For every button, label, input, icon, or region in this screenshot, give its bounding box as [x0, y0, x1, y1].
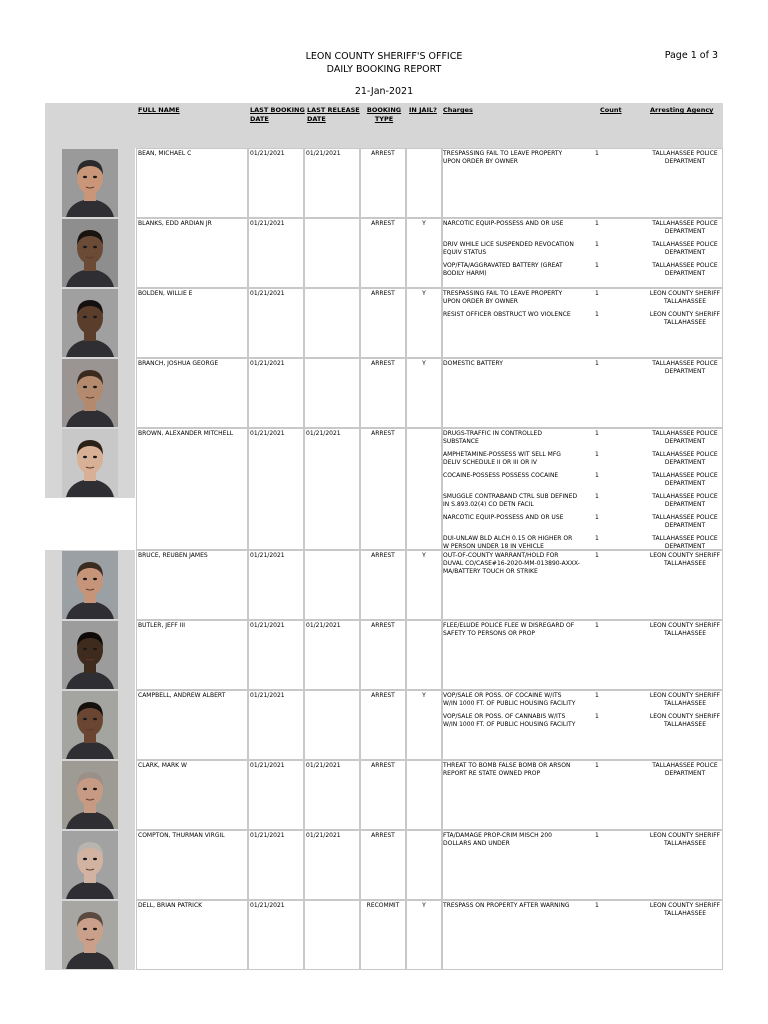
- arresting-agency: LEON COUNTY SHERIFF: [649, 832, 721, 839]
- charge-line: BODILY HARM): [443, 270, 487, 277]
- cell-rel: [304, 148, 360, 218]
- charge-line: FLEE/ELUDE POLICE FLEE W DISREGARD OF: [443, 622, 575, 629]
- arresting-agency: TALLAHASSEE POLICE: [652, 262, 718, 269]
- cell-rel: [304, 690, 360, 760]
- report-date: 21-Jan-2021: [354, 86, 414, 97]
- charge-count: 1: [595, 902, 599, 909]
- booking-type: ARREST: [371, 622, 395, 629]
- charge-line: NARCOTIC EQUIP-POSSESS AND OR USE: [443, 220, 564, 227]
- last-booking-date: 01/21/2021: [250, 430, 285, 437]
- last-booking-date: 01/21/2021: [250, 902, 285, 909]
- cell-jail: [406, 358, 442, 428]
- col-count: Count: [600, 106, 622, 114]
- cell-rel: [304, 428, 360, 550]
- in-jail: Y: [422, 902, 426, 909]
- booking-type: ARREST: [371, 220, 395, 227]
- cell-chg: [442, 428, 723, 550]
- cell-type: [360, 148, 406, 218]
- last-booking-date: 01/21/2021: [250, 832, 285, 839]
- charge-line: OUT-OF-COUNTY WARRANT/HOLD FOR: [443, 552, 559, 559]
- cell-rel: [304, 550, 360, 620]
- charge-line: NARCOTIC EQUIP-POSSESS AND OR USE: [443, 514, 564, 521]
- charge-count: 1: [595, 430, 599, 437]
- cell-book: [248, 218, 304, 288]
- last-booking-date: 01/21/2021: [250, 360, 285, 367]
- in-jail: Y: [422, 360, 426, 367]
- cell-rel: [304, 760, 360, 830]
- charge-line: DRUGS-TRAFFIC IN CONTROLLED: [443, 430, 542, 437]
- arresting-agency: DEPARTMENT: [664, 770, 706, 777]
- cell-name: [136, 830, 248, 900]
- charge-count: 1: [595, 290, 599, 297]
- charge-line: RESIST OFFICER OBSTRUCT WO VIOLENCE: [443, 311, 571, 318]
- booking-type: RECOMMIT: [366, 902, 400, 909]
- full-name: BUTLER, JEFF III: [138, 622, 185, 629]
- cell-jail: [406, 428, 442, 550]
- booking-photo: [62, 551, 118, 619]
- arresting-agency: LEON COUNTY SHERIFF: [649, 713, 721, 720]
- cell-type: [360, 358, 406, 428]
- cell-jail: [406, 830, 442, 900]
- table-row: [45, 620, 723, 690]
- cell-book: [248, 550, 304, 620]
- cell-rel: [304, 218, 360, 288]
- cell-name: [136, 760, 248, 830]
- arresting-agency: LEON COUNTY SHERIFF: [649, 622, 721, 629]
- charge-count: 1: [595, 262, 599, 269]
- charge-line: UPON ORDER BY OWNER: [443, 298, 518, 305]
- cell-jail: [406, 620, 442, 690]
- booking-type: ARREST: [371, 150, 395, 157]
- full-name: CLARK, MARK W: [138, 762, 187, 769]
- arresting-agency: LEON COUNTY SHERIFF: [649, 902, 721, 909]
- arresting-agency: TALLAHASSEE: [663, 560, 707, 567]
- cell-book: [248, 148, 304, 218]
- arresting-agency: DEPARTMENT: [664, 228, 706, 235]
- charge-count: 1: [595, 493, 599, 500]
- full-name: BROWN, ALEXANDER MITCHELL: [138, 430, 234, 437]
- arresting-agency: TALLAHASSEE POLICE: [652, 535, 718, 542]
- charge-count: 1: [595, 535, 599, 542]
- charge-line: DOLLARS AND UNDER: [443, 840, 510, 847]
- full-name: BOLDEN, WILLIE E: [138, 290, 193, 297]
- charge-count: 1: [595, 552, 599, 559]
- charge-line: FTA/DAMAGE PROP-CRIM MISCH 200: [443, 832, 553, 839]
- last-booking-date: 01/21/2021: [250, 692, 285, 699]
- last-booking-date: 01/21/2021: [250, 290, 285, 297]
- cell-rel: [304, 830, 360, 900]
- cell-book: [248, 428, 304, 550]
- cell-jail: [406, 288, 442, 358]
- cell-type: [360, 900, 406, 970]
- charge-line: SUBSTANCE: [443, 438, 479, 445]
- arresting-agency: TALLAHASSEE POLICE: [652, 514, 718, 521]
- cell-book: [248, 900, 304, 970]
- col-in-jail: IN JAIL?: [409, 106, 437, 114]
- booking-type: ARREST: [371, 360, 395, 367]
- arresting-agency: TALLAHASSEE POLICE: [652, 150, 718, 157]
- last-release-date: 01/21/2021: [306, 430, 341, 437]
- table-row: [45, 288, 723, 358]
- charge-count: 1: [595, 713, 599, 720]
- arresting-agency: TALLAHASSEE POLICE: [652, 430, 718, 437]
- last-booking-date: 01/21/2021: [250, 552, 285, 559]
- full-name: BRUCE, REUBEN JAMES: [138, 552, 208, 559]
- arresting-agency: DEPARTMENT: [664, 368, 706, 375]
- charge-count: 1: [595, 150, 599, 157]
- cell-type: [360, 288, 406, 358]
- col-arresting-agency: Arresting Agency: [650, 106, 714, 114]
- last-booking-date: 01/21/2021: [250, 150, 285, 157]
- charge-line: DOMESTIC BATTERY: [443, 360, 503, 367]
- cell-jail: [406, 550, 442, 620]
- last-booking-date: 01/21/2021: [250, 220, 285, 227]
- table-row: [45, 550, 723, 620]
- last-release-date: 01/21/2021: [306, 622, 341, 629]
- cell-type: [360, 428, 406, 550]
- cell-jail: [406, 148, 442, 218]
- table-row: [45, 148, 723, 218]
- arresting-agency: TALLAHASSEE: [663, 910, 707, 917]
- arresting-agency: DEPARTMENT: [664, 270, 706, 277]
- booking-type: ARREST: [371, 692, 395, 699]
- charge-line: AMPHETAMINE-POSSESS WIT SELL MFG: [443, 451, 561, 458]
- booking-photo: [62, 761, 118, 829]
- charge-count: 1: [595, 360, 599, 367]
- arresting-agency: TALLAHASSEE: [663, 630, 707, 637]
- col-booking-type: BOOKING TYPE: [366, 106, 402, 123]
- cell-rel: [304, 900, 360, 970]
- booking-photo: [62, 219, 118, 287]
- arresting-agency: TALLAHASSEE POLICE: [652, 360, 718, 367]
- last-release-date: 01/21/2021: [306, 762, 341, 769]
- charge-line: IN S.893.02(4) CO DETN FACIL: [443, 501, 534, 508]
- cell-book: [248, 620, 304, 690]
- cell-jail: [406, 690, 442, 760]
- charge-line: VOP/SALE OR POSS. OF CANNABIS W/ITS: [443, 713, 566, 720]
- charge-count: 1: [595, 472, 599, 479]
- arresting-agency: TALLAHASSEE: [663, 319, 707, 326]
- cell-type: [360, 760, 406, 830]
- last-booking-date: 01/21/2021: [250, 622, 285, 629]
- cell-jail: [406, 900, 442, 970]
- booking-photo: [62, 359, 118, 427]
- charge-line: COCAINE-POSSESS POSSESS COCAINE: [443, 472, 559, 479]
- arresting-agency: LEON COUNTY SHERIFF: [649, 290, 721, 297]
- charge-count: 1: [595, 832, 599, 839]
- page-number: Page 1 of 3: [664, 50, 718, 61]
- in-jail: Y: [422, 552, 426, 559]
- booking-table: [45, 103, 723, 970]
- cell-type: [360, 218, 406, 288]
- cell-name: [136, 358, 248, 428]
- cell-type: [360, 690, 406, 760]
- arresting-agency: TALLAHASSEE POLICE: [652, 472, 718, 479]
- last-booking-date: 01/21/2021: [250, 762, 285, 769]
- last-release-date: 01/21/2021: [306, 150, 341, 157]
- booking-photo: [62, 429, 118, 497]
- booking-photo: [62, 621, 118, 689]
- charge-count: 1: [595, 622, 599, 629]
- arresting-agency: TALLAHASSEE: [663, 721, 707, 728]
- cell-jail: [406, 760, 442, 830]
- arresting-agency: TALLAHASSEE: [663, 298, 707, 305]
- in-jail: Y: [422, 220, 426, 227]
- arresting-agency: TALLAHASSEE: [663, 700, 707, 707]
- charge-line: TRESPASSING FAIL TO LEAVE PROPERTY: [443, 290, 563, 297]
- cell-name: [136, 550, 248, 620]
- booking-type: ARREST: [371, 832, 395, 839]
- charge-count: 1: [595, 220, 599, 227]
- table-row: [45, 760, 723, 830]
- cell-name: [136, 690, 248, 760]
- charge-line: MA/BATTERY TOUCH OR STRIKE: [443, 568, 538, 575]
- cell-name: [136, 900, 248, 970]
- cell-book: [248, 760, 304, 830]
- arresting-agency: TALLAHASSEE POLICE: [652, 493, 718, 500]
- charge-line: DUVAL CO/CASE#16-2020-MM-013890-AXXX-: [443, 560, 580, 567]
- booking-type: ARREST: [371, 762, 395, 769]
- charge-line: EQUIV STATUS: [443, 249, 487, 256]
- arresting-agency: DEPARTMENT: [664, 543, 706, 550]
- charge-line: UPON ORDER BY OWNER: [443, 158, 518, 165]
- full-name: DELL, BRIAN PATRICK: [138, 902, 203, 909]
- full-name: COMPTON, THURMAN VIRGIL: [138, 832, 225, 839]
- cell-type: [360, 550, 406, 620]
- charge-line: SMUGGLE CONTRABAND CTRL SUB DEFINED: [443, 493, 578, 500]
- charge-line: W/IN 1000 FT. OF PUBLIC HOUSING FACILITY: [443, 700, 576, 707]
- full-name: BLANKS, EDD ARDIAN JR: [138, 220, 212, 227]
- charge-line: TRESPASS ON PROPERTY AFTER WARNING: [443, 902, 570, 909]
- charge-line: DELIV SCHEDULE II OR III OR IV: [443, 459, 538, 466]
- charge-count: 1: [595, 241, 599, 248]
- in-jail: Y: [422, 692, 426, 699]
- full-name: BRANCH, JOSHUA GEORGE: [138, 360, 219, 367]
- booking-type: ARREST: [371, 430, 395, 437]
- arresting-agency: LEON COUNTY SHERIFF: [649, 692, 721, 699]
- arresting-agency: LEON COUNTY SHERIFF: [649, 311, 721, 318]
- booking-photo: [62, 831, 118, 899]
- charge-line: VOP/SALE OR POSS. OF COCAINE W/ITS: [443, 692, 562, 699]
- cell-book: [248, 690, 304, 760]
- charge-count: 1: [595, 762, 599, 769]
- table-row: [45, 830, 723, 900]
- arresting-agency: DEPARTMENT: [664, 459, 706, 466]
- table-row: [45, 690, 723, 760]
- col-charges: Charges: [443, 106, 473, 114]
- cell-rel: [304, 288, 360, 358]
- arresting-agency: TALLAHASSEE POLICE: [652, 241, 718, 248]
- charge-line: TRESPASSING FAIL TO LEAVE PROPERTY: [443, 150, 563, 157]
- cell-name: [136, 620, 248, 690]
- charge-line: THREAT TO BOMB FALSE BOMB OR ARSON: [443, 762, 571, 769]
- cell-name: [136, 288, 248, 358]
- cell-type: [360, 830, 406, 900]
- cell-name: [136, 218, 248, 288]
- arresting-agency: DEPARTMENT: [664, 158, 706, 165]
- table-row: [45, 358, 723, 428]
- report-office-title: LEON COUNTY SHERIFF'S OFFICE: [305, 51, 463, 62]
- arresting-agency: DEPARTMENT: [664, 249, 706, 256]
- booking-photo: [62, 691, 118, 759]
- charge-line: VOP/FTA/AGGRAVATED BATTERY (GREAT: [443, 262, 563, 269]
- cell-book: [248, 830, 304, 900]
- table-header: [45, 103, 723, 148]
- charge-line: SAFETY TO PERSONS OR PROP: [443, 630, 536, 637]
- cell-jail: [406, 218, 442, 288]
- booking-photo: [62, 901, 118, 969]
- arresting-agency: TALLAHASSEE POLICE: [652, 762, 718, 769]
- booking-photo: [62, 149, 118, 217]
- charge-count: 1: [595, 514, 599, 521]
- cell-type: [360, 620, 406, 690]
- col-full-name: FULL NAME: [138, 106, 180, 114]
- charge-count: 1: [595, 311, 599, 318]
- table-row: [45, 218, 723, 288]
- cell-rel: [304, 358, 360, 428]
- charge-line: W PERSON UNDER 18 IN VEHICLE: [443, 543, 544, 550]
- table-row: [45, 900, 723, 970]
- full-name: CAMPBELL, ANDREW ALBERT: [138, 692, 226, 699]
- booking-photo: [62, 289, 118, 357]
- full-name: BEAN, MICHAEL C: [138, 150, 192, 157]
- cell-name: [136, 148, 248, 218]
- charge-line: W/IN 1000 FT. OF PUBLIC HOUSING FACILITY: [443, 721, 576, 728]
- col-last-release-date: LAST RELEASE DATE: [307, 106, 360, 123]
- arresting-agency: DEPARTMENT: [664, 522, 706, 529]
- cell-book: [248, 288, 304, 358]
- arresting-agency: LEON COUNTY SHERIFF: [649, 552, 721, 559]
- arresting-agency: DEPARTMENT: [664, 438, 706, 445]
- arresting-agency: DEPARTMENT: [664, 480, 706, 487]
- cell-book: [248, 358, 304, 428]
- charge-line: REPORT RE STATE OWNED PROP: [443, 770, 541, 777]
- booking-type: ARREST: [371, 290, 395, 297]
- arresting-agency: DEPARTMENT: [664, 501, 706, 508]
- arresting-agency: TALLAHASSEE: [663, 840, 707, 847]
- last-release-date: 01/21/2021: [306, 832, 341, 839]
- col-last-booking-date: LAST BOOKING DATE: [250, 106, 305, 123]
- arresting-agency: TALLAHASSEE POLICE: [652, 220, 718, 227]
- report-title: DAILY BOOKING REPORT: [326, 64, 442, 75]
- charge-count: 1: [595, 692, 599, 699]
- charge-line: DRIV WHILE LICE SUSPENDED REVOCATION: [443, 241, 574, 248]
- arresting-agency: TALLAHASSEE POLICE: [652, 451, 718, 458]
- charge-count: 1: [595, 451, 599, 458]
- cell-rel: [304, 620, 360, 690]
- in-jail: Y: [422, 290, 426, 297]
- cell-name: [136, 428, 248, 550]
- charge-line: DUI-UNLAW BLD ALCH 0.15 OR HIGHER OR: [443, 535, 573, 542]
- booking-type: ARREST: [371, 552, 395, 559]
- table-row: [45, 428, 723, 550]
